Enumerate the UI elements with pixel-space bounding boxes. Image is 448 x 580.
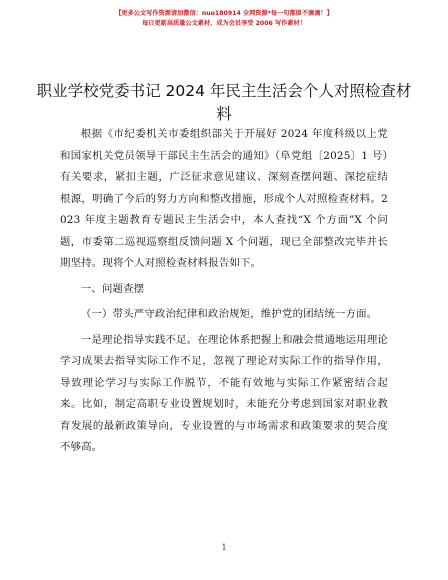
- body-paragraph: 一是理论指导实践不足。在理论体系把握上和融会贯通地运用理论学习成果去指导实际工作不足，忽视了理论对实际工作的指导作用，导致理论学习与实际工作脱节，不能有效地与实际工作紧密结合起来。比如，制定高职专业设置规划时，未能充分考虑到国家对职业教育发展的最新政策导向，专业设置的与市场需求和政策要求的契合度不够高。: [60, 333, 388, 453]
- subsection-heading: （一）带头严守政治纪律和政治规矩，维护党的团结统一方面。: [80, 308, 378, 320]
- promo-banner: [0, 9, 448, 29]
- banner-line-1: 【更多公文写作资源请加微信：nuo180914 全网资源*每一句都原不滴滴！】: [115, 10, 333, 17]
- banner-line-2: 每日更新高质量公文素材，成为会员享受 2006 写作素材！: [142, 20, 306, 27]
- page-number: 1: [221, 543, 227, 552]
- section-heading: 一、问题查摆: [80, 282, 145, 295]
- document-body: [60, 124, 388, 461]
- document-title: 职业学校党委书记 2024 年民主生活会个人对照检查材料: [36, 82, 412, 123]
- intro-paragraph: 根据《市纪委机关市委组织部关于开展好 2024 年度科级以上党和国家机关党员领导干部民主生活会的通知》（阜党组〔2025〕1 号）有关要求，紧扣主题，广泛征求意见建议、深刻查摆问题、深挖症结根源，明确了今后的努力方向和整改措施，形成个人对照检查材料。2023 年度主题教育专题民主生活会中，本人查找“X 个方面”X 个问题，市委第二巡视巡察组反馈问题 X 个问题，现已全部整改完毕并长期坚持。现将个人对照检查材料报告如下。: [60, 128, 388, 269]
